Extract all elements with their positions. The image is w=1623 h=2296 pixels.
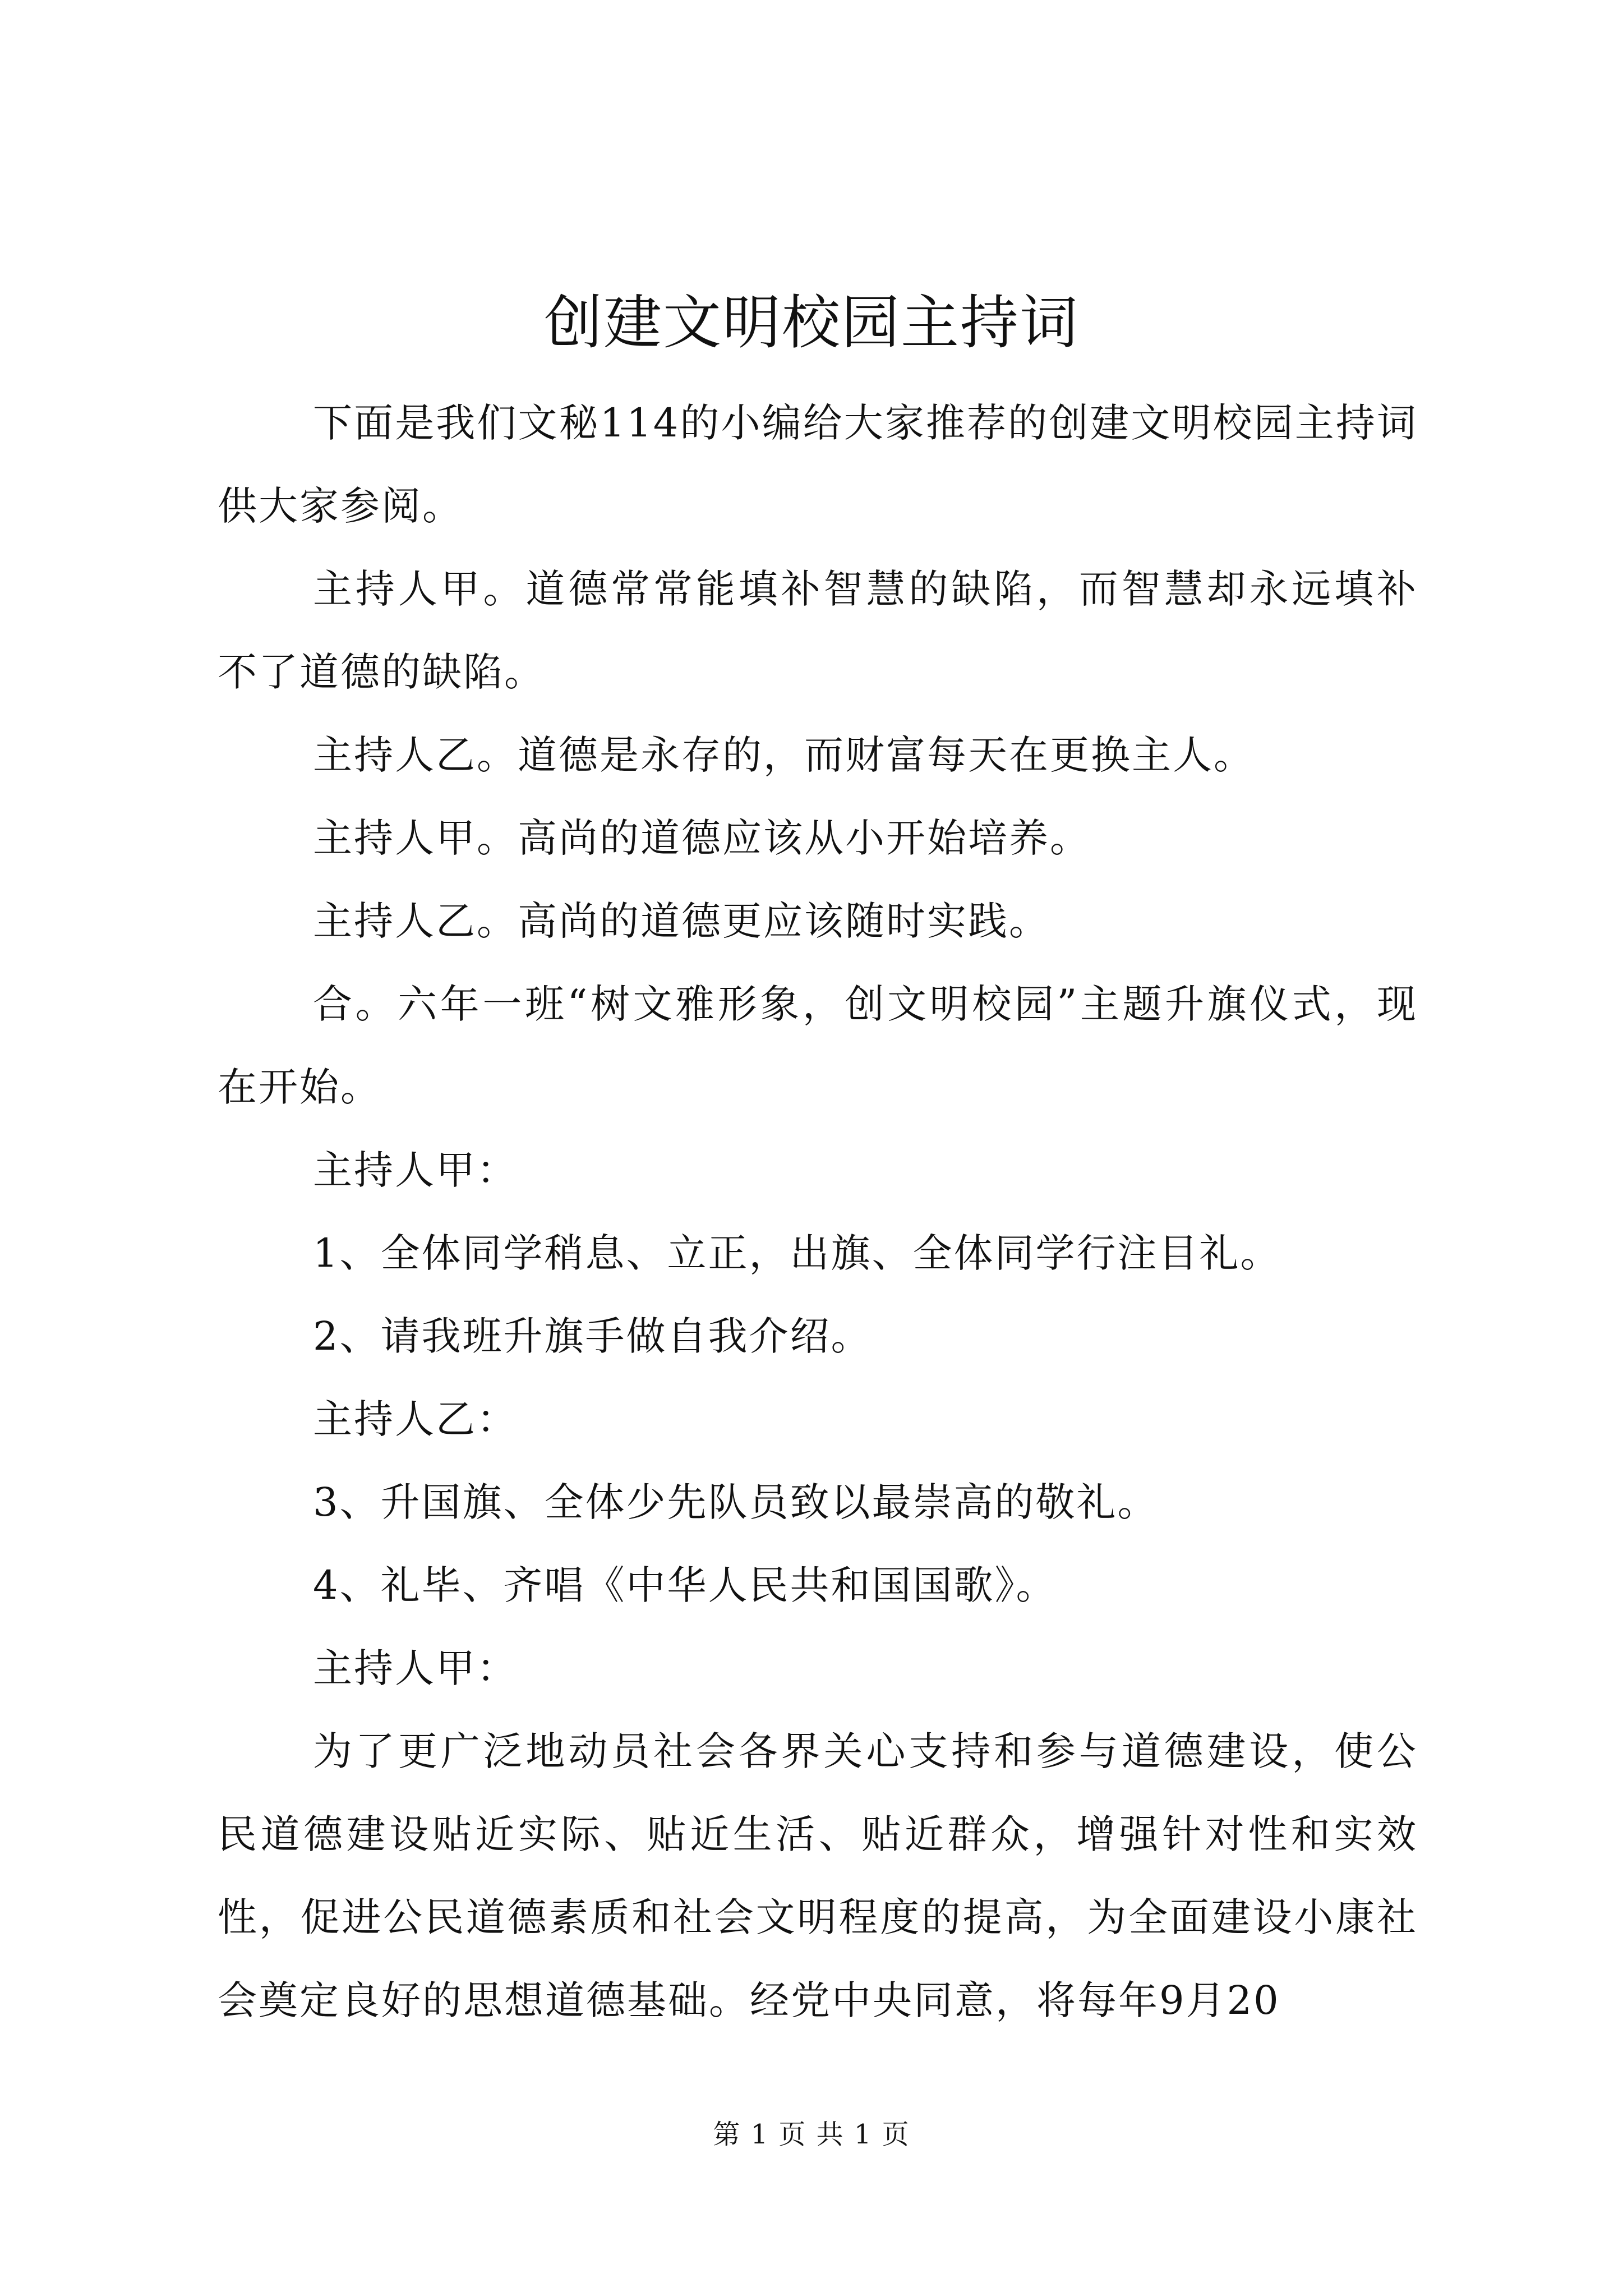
paragraph-together: 合。六年一班“树文雅形象，创文明校园”主题升旗仪式，现在开始。 xyxy=(218,981,1418,1110)
paragraph-step-2: 2、请我班升旗手做自我介绍。 xyxy=(313,1313,872,1359)
paragraph-host-a-label-2: 主持人甲： xyxy=(313,1645,518,1691)
document-title: 创建文明校园主持词 xyxy=(543,288,1079,357)
paragraph-host-b-label: 主持人乙： xyxy=(313,1396,518,1442)
paragraph-intro: 下面是我们文秘114的小编给大家推荐的创建文明校园主持词供大家参阅。 xyxy=(218,400,1418,529)
paragraph-host-a-1: 主持人甲。道德常常能填补智慧的缺陷，而智慧却永远填补不了道德的缺陷。 xyxy=(218,566,1418,695)
paragraph-step-4: 4、礼毕、齐唱《中华人民共和国国歌》。 xyxy=(313,1562,1057,1608)
paragraph-host-a-label-1: 主持人甲： xyxy=(313,1147,518,1193)
paragraph-host-a-2: 主持人甲。高尚的道德应该从小开始培养。 xyxy=(313,815,1091,861)
document-body xyxy=(218,381,1418,2042)
page-footer xyxy=(0,2115,1623,2154)
paragraph-host-b-2: 主持人乙。高尚的道德更应该随时实践。 xyxy=(313,898,1050,944)
paragraph-step-3: 3、升国旗、全体少先队员致以最崇高的敬礼。 xyxy=(313,1479,1159,1525)
paragraph-closing: 为了更广泛地动员社会各界关心支持和参与道德建设，使公民道德建设贴近实际、贴近生活、贴近群众，增强针对性和实效性，促进公民道德素质和社会文明程度的提高，为全面建设小康社会奠定良好的思想道德基础。经党中央同意，将每年9月20 xyxy=(218,1728,1418,2023)
page-number-label: 第 1 页 共 1 页 xyxy=(713,2119,910,2150)
paragraph-host-b-1: 主持人乙。道德是永存的，而财富每天在更换主人。 xyxy=(313,732,1255,778)
paragraph-step-1: 1、全体同学稍息、立正，出旗、全体同学行注目礼。 xyxy=(313,1230,1281,1276)
